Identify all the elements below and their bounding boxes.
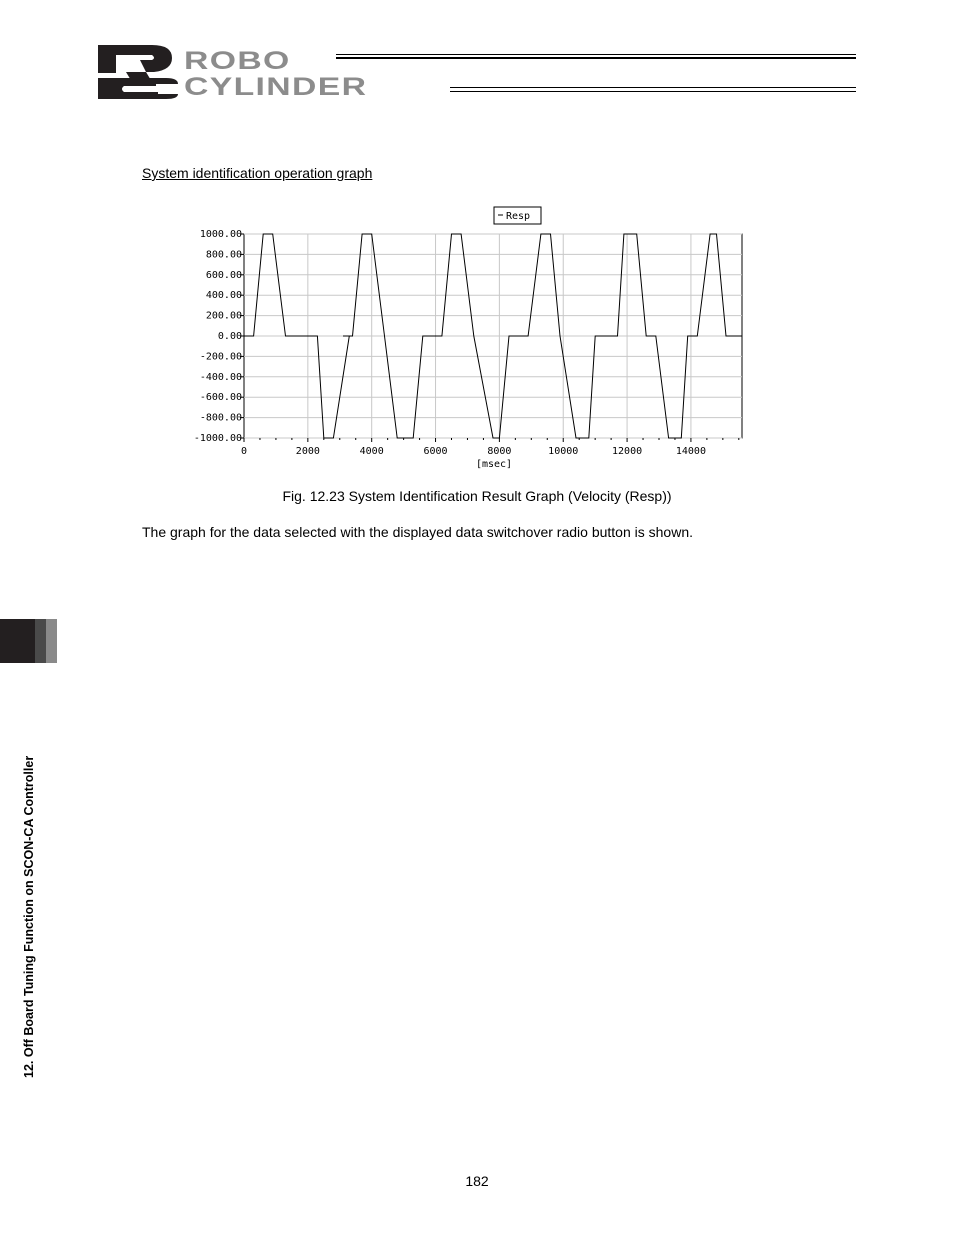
chapter-tab-block xyxy=(0,619,35,663)
chapter-side-label: 12. Off Board Tuning Function on SCON-CA Controller xyxy=(22,755,36,1078)
page-number: 182 xyxy=(465,1173,489,1189)
x-tick-label: 2000 xyxy=(295,446,320,457)
y-tick-label: 600.00 xyxy=(205,269,242,281)
x-axis-label: [msec] xyxy=(475,459,513,470)
robo-cylinder-logo-mark xyxy=(96,42,180,100)
logo-text-robo: ROBO xyxy=(184,47,291,75)
x-tick-label: 14000 xyxy=(675,446,706,457)
x-tick-label: 0 xyxy=(240,446,248,457)
header-rule xyxy=(336,54,856,55)
y-tick-label: -200.00 xyxy=(199,351,242,363)
body-paragraph: The graph for the data selected with the displayed data switchover radio button is shown. xyxy=(142,524,693,540)
velocity-chart-svg xyxy=(180,200,760,480)
section-subheading: System identification operation graph xyxy=(142,165,373,181)
y-tick-label: 800.00 xyxy=(205,249,242,261)
y-tick-label: -400.00 xyxy=(199,371,242,383)
y-tick-label: -1000.00 xyxy=(193,433,242,444)
header-rule xyxy=(450,91,856,92)
y-tick-label: -600.00 xyxy=(199,392,242,404)
header-rule xyxy=(450,87,856,88)
header-rule xyxy=(336,57,856,59)
y-tick-label: 400.00 xyxy=(205,290,242,302)
x-tick-label: 6000 xyxy=(423,446,448,457)
y-tick-label: 200.00 xyxy=(205,310,242,322)
figure-caption: Fig. 12.23 System Identification Result Graph (Velocity (Resp)) xyxy=(282,488,672,504)
velocity-chart xyxy=(180,200,760,480)
x-tick-label: 8000 xyxy=(487,446,512,457)
x-tick-label: 12000 xyxy=(612,446,643,457)
x-tick-label: 10000 xyxy=(548,446,579,457)
y-tick-label: 0.00 xyxy=(217,331,242,342)
chapter-tab-stripe xyxy=(46,619,57,663)
legend-label: Resp xyxy=(506,211,531,222)
logo-text-cylinder: CYLINDER xyxy=(184,73,368,101)
y-tick-label: -800.00 xyxy=(199,412,242,424)
chapter-tab-stripe xyxy=(35,619,46,663)
x-tick-label: 4000 xyxy=(359,446,384,457)
y-tick-label: 1000.00 xyxy=(199,229,242,240)
